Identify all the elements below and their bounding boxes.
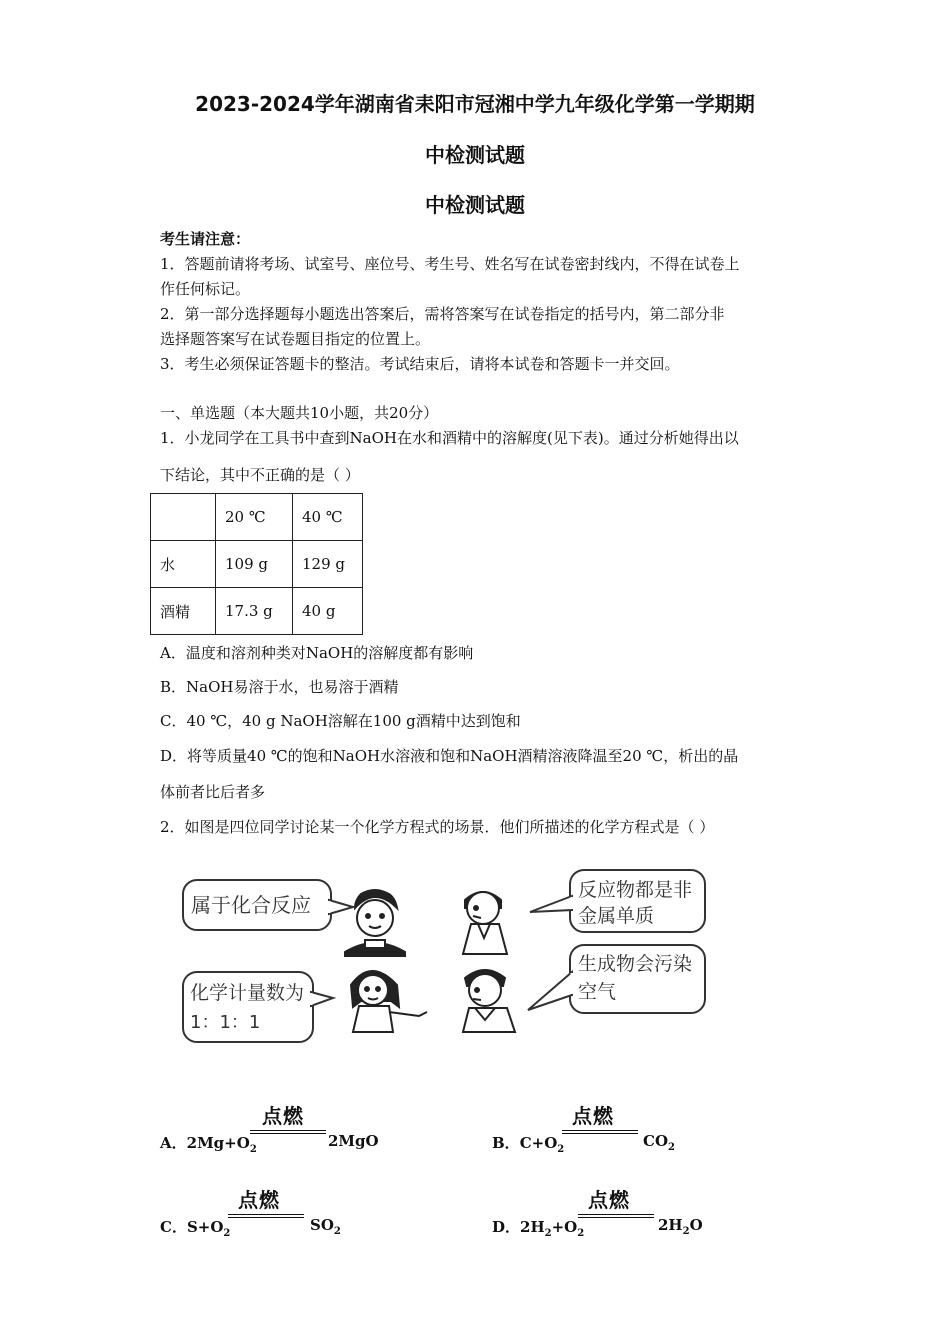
table-cell: 20 ℃ bbox=[216, 494, 293, 541]
table-cell bbox=[151, 494, 216, 541]
q2-option-d bbox=[492, 1216, 584, 1239]
q2-option-c-product: $SO_2$ bbox=[310, 1216, 341, 1237]
q1-option-a: A．温度和溶剂种类对NaOH的溶解度都有影响 bbox=[160, 644, 474, 662]
page-title-line3: 中检测试题 bbox=[425, 193, 525, 217]
student-figure-2 bbox=[463, 892, 507, 954]
speech-bubble-top-left bbox=[183, 880, 353, 930]
bubble-text: 空气 bbox=[578, 981, 617, 1003]
q2-option-b bbox=[492, 1132, 564, 1155]
notice-item1-line1: 1．答题前请将考场、试室号、座位号、考生号、姓名写在试卷密封线内，不得在试卷上 bbox=[160, 255, 740, 273]
reaction-condition: 点燃 bbox=[238, 1188, 280, 1212]
reactants: $2H_2+O_2$ bbox=[520, 1218, 585, 1239]
option-label: B． bbox=[492, 1134, 520, 1152]
bubble-text: 化学计量数为 bbox=[190, 982, 305, 1004]
option-label: A． bbox=[160, 1134, 187, 1152]
table-cell: 酒精 bbox=[151, 588, 216, 635]
option-label: C． bbox=[160, 1218, 187, 1236]
q2-option-c bbox=[160, 1216, 230, 1239]
q2-option-a-product: 2MgO bbox=[328, 1132, 379, 1150]
solubility-table bbox=[150, 493, 363, 635]
q1-stem-line1: 1．小龙同学在工具书中查到NaOH在水和酒精中的溶解度(见下表)。通过分析她得出以 bbox=[160, 429, 739, 447]
speech-bubble-bottom-left bbox=[183, 972, 333, 1042]
reactants: $C+O_2$ bbox=[519, 1134, 565, 1155]
bubble-text: 属于化合反应 bbox=[191, 893, 311, 917]
reactants: $2Mg+O_2$ bbox=[186, 1134, 257, 1155]
q1-option-d-line2: 体前者比后者多 bbox=[160, 783, 266, 801]
q1-option-d-line1: D．将等质量40 ℃的饱和NaOH水溶液和饱和NaOH酒精溶液降温至20 ℃，析出的晶 bbox=[160, 747, 739, 765]
equals-bar bbox=[250, 1130, 326, 1134]
student-figure-4 bbox=[463, 970, 515, 1032]
student-figure-3 bbox=[351, 971, 427, 1032]
bubble-text: 金属单质 bbox=[578, 905, 655, 927]
q1-stem-line2: 下结论，其中不正确的是（ ） bbox=[160, 466, 360, 484]
reaction-condition: 点燃 bbox=[572, 1104, 614, 1128]
notice-item2-line2: 选择题答案写在试卷题目指定的位置上。 bbox=[160, 330, 431, 348]
speech-bubble-bottom-right bbox=[528, 945, 705, 1013]
q2-option-b-product: $CO_2$ bbox=[643, 1132, 675, 1153]
table-cell: 109 g bbox=[216, 541, 293, 588]
table-cell: 17.3 g bbox=[216, 588, 293, 635]
notice-item3: 3．考生必须保证答题卡的整洁。考试结束后，请将本试卷和答题卡一并交回。 bbox=[160, 355, 680, 373]
q2-option-a bbox=[160, 1132, 257, 1155]
table-cell: 水 bbox=[151, 541, 216, 588]
notice-item2-line1: 2．第一部分选择题每小题选出答案后，需将答案写在试卷指定的括号内，第二部分非 bbox=[160, 305, 725, 323]
bubble-text: 1：1：1 bbox=[190, 1012, 261, 1033]
equals-bar bbox=[562, 1130, 638, 1134]
option-label: D． bbox=[492, 1218, 521, 1236]
reaction-condition: 点燃 bbox=[262, 1104, 304, 1128]
table-row bbox=[151, 494, 363, 541]
reaction-condition: 点燃 bbox=[588, 1188, 630, 1212]
bubble-text: 生成物会污染 bbox=[578, 953, 693, 975]
section1-heading: 一、单选题（本大题共10小题，共20分） bbox=[160, 404, 439, 422]
bubble-text: 反应物都是非 bbox=[578, 879, 693, 901]
q1-option-c: C．40 ℃，40 g NaOH溶解在100 g酒精中达到饱和 bbox=[160, 712, 521, 730]
q2-option-d-product: $2H_2O$ bbox=[658, 1216, 703, 1237]
q2-stem: 2．如图是四位同学讨论某一个化学方程式的场景．他们所描述的化学方程式是（ ） bbox=[160, 818, 715, 836]
q1-option-b: B．NaOH易溶于水，也易溶于酒精 bbox=[160, 678, 399, 696]
table-cell: 40 ℃ bbox=[293, 494, 363, 541]
speech-bubble-top-right bbox=[530, 870, 705, 932]
table-cell: 129 g bbox=[293, 541, 363, 588]
page-title-line2: 中检测试题 bbox=[425, 143, 525, 167]
table-row bbox=[151, 588, 363, 635]
table-cell: 40 g bbox=[293, 588, 363, 635]
page-title-line1: 2023-2024学年湖南省耒阳市冠湘中学九年级化学第一学期期 bbox=[195, 92, 755, 116]
table-row bbox=[151, 541, 363, 588]
equals-bar bbox=[228, 1214, 304, 1218]
notice-item1-line2: 作任何标记。 bbox=[160, 280, 251, 298]
notice-heading: 考生请注意： bbox=[160, 230, 251, 248]
discussion-illustration bbox=[175, 860, 715, 1045]
student-figure-1 bbox=[345, 890, 405, 956]
equals-bar bbox=[578, 1214, 654, 1218]
reactants: $S+O_2$ bbox=[186, 1218, 231, 1239]
